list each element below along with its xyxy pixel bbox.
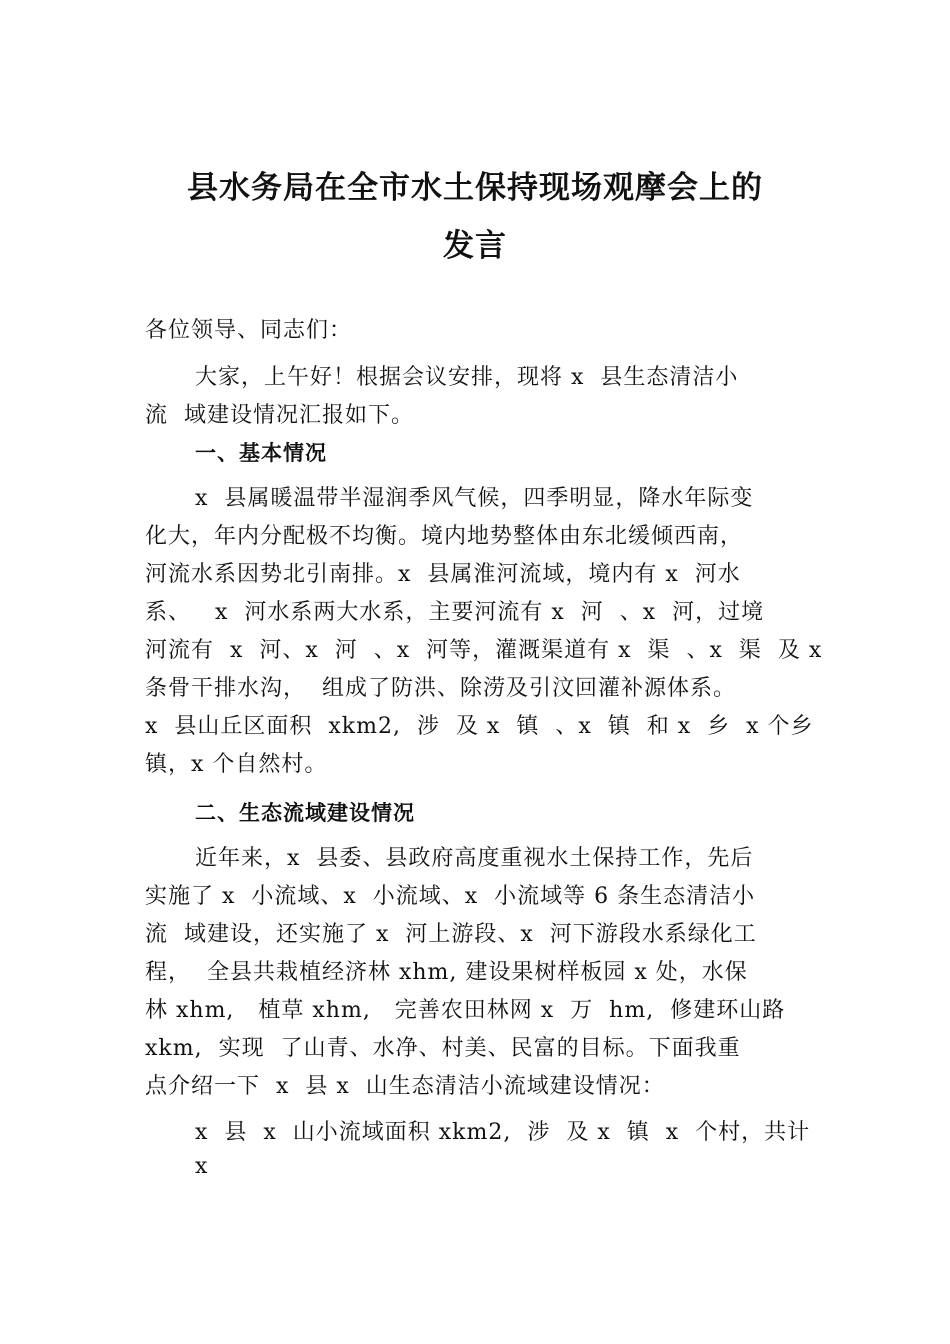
section1-line-7: x 县山丘区面积 xkm2, 涉 及 x 镇 、x 镇 和 x 乡 x 个乡 xyxy=(145,714,814,739)
section2-line-7: 点介绍一下 x 县 x 山生态清洁小流域建设情况： xyxy=(145,1074,665,1099)
section2-line-5: 林 xhm, 植草 xhm, 完善农田林网 x 万 hm, 修建环山路 xyxy=(145,998,786,1023)
section2-line-3: 流 域建设，还实施了 x 河上游段、x 河下游段水系绿化工 xyxy=(145,922,757,947)
document-title-line-2: 发言 xyxy=(443,228,507,264)
section2-line-4: 程， 全县共栽植经济林 xhm, 建设果树样板园 x 处，水保 xyxy=(145,960,748,985)
section1-line-1: x 县属暖温带半湿润季风气候，四季明显，降水年际变 xyxy=(195,486,754,511)
section1-line-6: 条骨干排水沟， 组成了防洪、除涝及引汶回灌补源体系。 xyxy=(145,676,736,701)
section-heading-basic: 一、基本情况 xyxy=(195,441,327,465)
section1-line-5: 河流有 x 河、x 河 、x 河等，灌溉渠道有 x 渠 、x 渠 及 x xyxy=(145,638,823,663)
section2-line-1: 近年来，x 县委、县政府高度重视水土保持工作，先后 xyxy=(195,846,754,871)
section2-tail-line-1: x 县 x 山小流域面积 xkm2, 涉 及 x 镇 x 个村，共计 xyxy=(195,1120,811,1145)
intro-line-1: 大家，上午好！根据会议安排，现将 x 县生态清洁小 xyxy=(195,365,739,390)
section1-line-2: 化大，年内分配极不均衡。境内地势整体由东北缓倾西南， xyxy=(145,524,744,549)
section2-tail-line-2: x xyxy=(195,1154,209,1179)
section1-line-4: 系、 x 河水系两大水系，主要河流有 x 河 、x 河，过境 xyxy=(145,600,765,625)
intro-line-2: 流 域建设情况汇报如下。 xyxy=(145,403,414,428)
section1-line-3: 河流水系因势北引南排。x 县属淮河流域，境内有 x 河水 xyxy=(145,562,741,587)
salutation: 各位领导、同志们： xyxy=(145,318,353,343)
document-title-line-1: 县水务局在全市水土保持现场观摩会上的 xyxy=(187,170,763,206)
section2-line-2: 实施了 x 小流域、x 小流域、x 小流域等 6 条生态清洁小 xyxy=(145,884,756,909)
section1-line-8: 镇，x 个自然村。 xyxy=(145,752,328,777)
section2-line-6: xkm, 实现 了山青、水净、村美、民富的目标。下面我重 xyxy=(145,1036,741,1061)
section-heading-ecological: 二、生态流域建设情况 xyxy=(195,801,415,825)
